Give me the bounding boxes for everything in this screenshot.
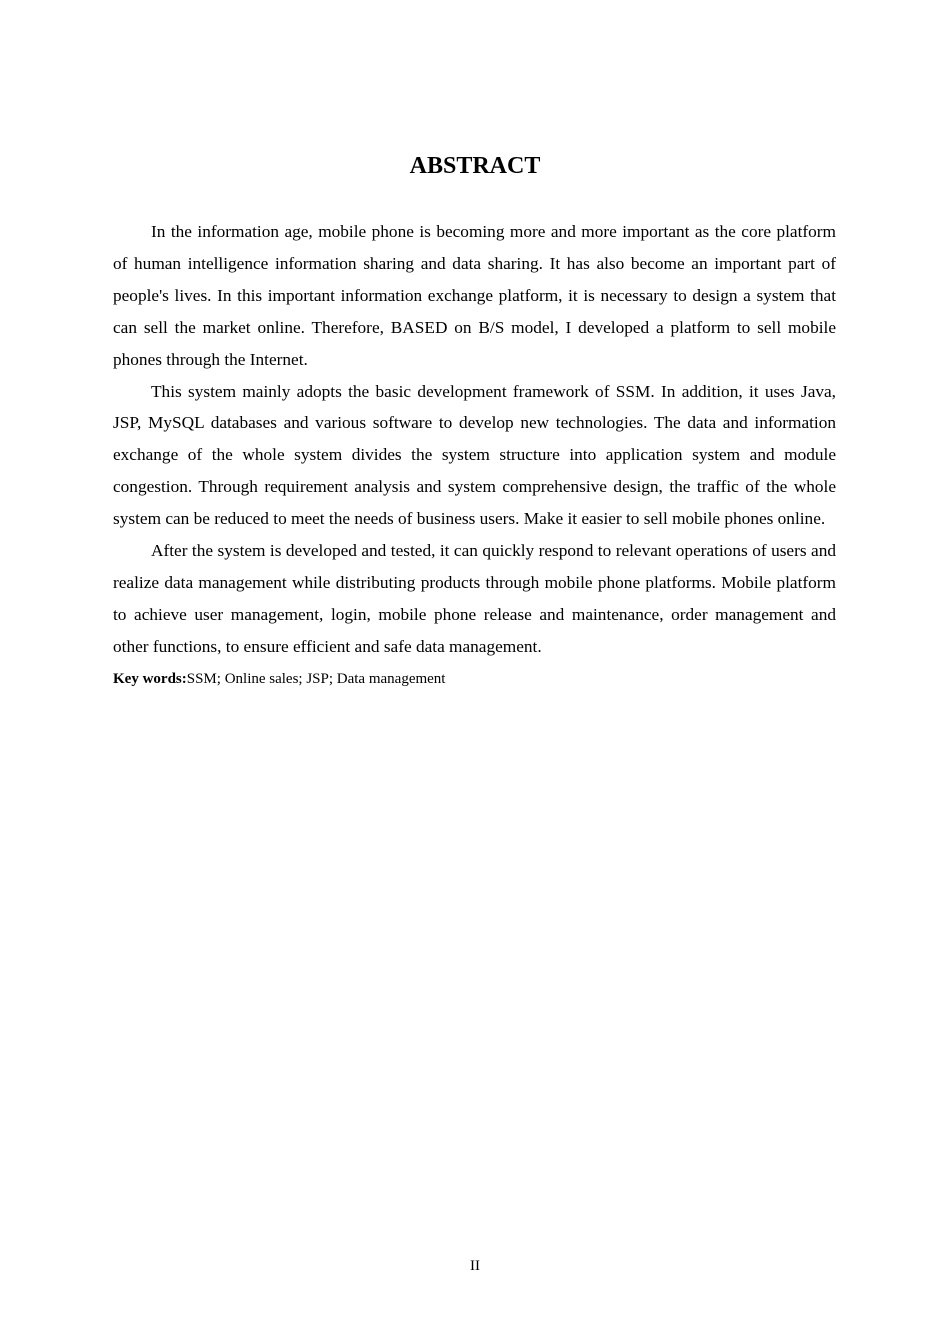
abstract-paragraph-2: This system mainly adopts the basic development framework of SSM. In addition, it uses Java, JSP, MySQL databases and various software to develop new technologies. The data and information exchange of the whole system divides the system structure into application system and module congestion. Through requirement analysis and system comprehensive design, the traffic of the whole system can be reduced to meet the needs of business users. Make it easier to sell mobile phones online. — [113, 381, 836, 529]
keywords-value: SSM; Online sales; JSP; Data management — [186, 670, 446, 687]
abstract-paragraph-1: In the information age, mobile phone is becoming more and more important as the core platform of human intelligence information sharing and data sharing. It has also become an important part of people's lives. In this important information exchange platform, it is necessary to design a system that can sell the market online. Therefore, BASED on B/S model, I developed a platform to sell mobile phones through the Internet. — [113, 222, 836, 369]
page-number: II — [470, 1258, 480, 1274]
keywords-line — [113, 663, 836, 695]
abstract-paragraph-3: After the system is developed and tested, it can quickly respond to relevant operations of users and realize data management while distributing products through mobile phone platforms. Mobile platform to achieve user management, login, mobile phone release and maintenance, order management and other functions, to ensure efficient and safe data management. — [113, 541, 836, 656]
keywords-label: Key words: — [113, 670, 187, 687]
page-title: ABSTRACT — [409, 153, 541, 179]
abstract-body — [113, 216, 836, 695]
